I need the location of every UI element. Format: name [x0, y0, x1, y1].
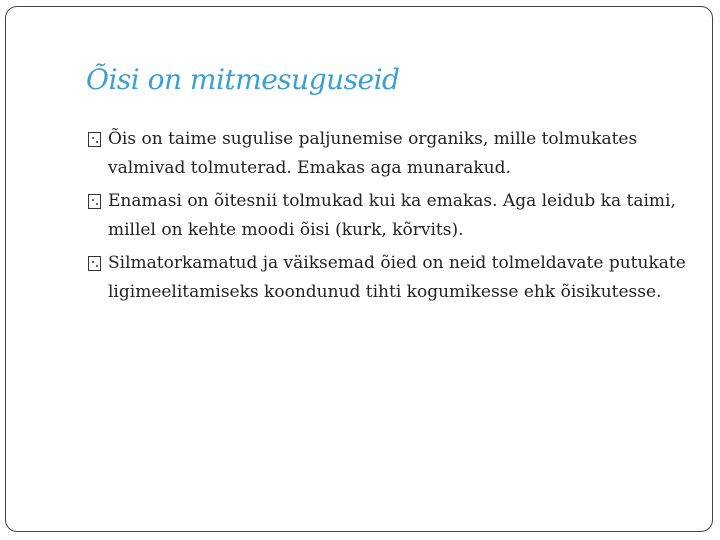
bullet-text: Enamasi on õitesnii tolmukad kui ka emakas. Aga leidub ka taimi, millel on kehte moodi õisi (kurk, kõrvits).	[108, 191, 676, 240]
bullet-list	[86, 125, 686, 311]
bullet-text: Õis on taime sugulise paljunemise organiks, mille tolmukates valmivad tolmuterad. Emakas aga munarakud.	[108, 129, 638, 178]
bullet-item	[86, 187, 686, 245]
bullet-item	[86, 249, 686, 307]
slide-title: Õisi on mitmesuguseid	[86, 63, 400, 96]
unsupported-glyph-box-icon	[88, 194, 101, 209]
unsupported-glyph-box-icon	[88, 132, 101, 147]
unsupported-glyph-box-icon	[88, 256, 101, 271]
slide-frame	[5, 6, 713, 532]
bullet-text: Silmatorkamatud ja väiksemad õied on neid tolmeldavate putukate ligimeelitamiseks koondunud tihti kogumikesse ehk õisikutesse.	[108, 253, 686, 302]
bullet-item	[86, 125, 686, 183]
